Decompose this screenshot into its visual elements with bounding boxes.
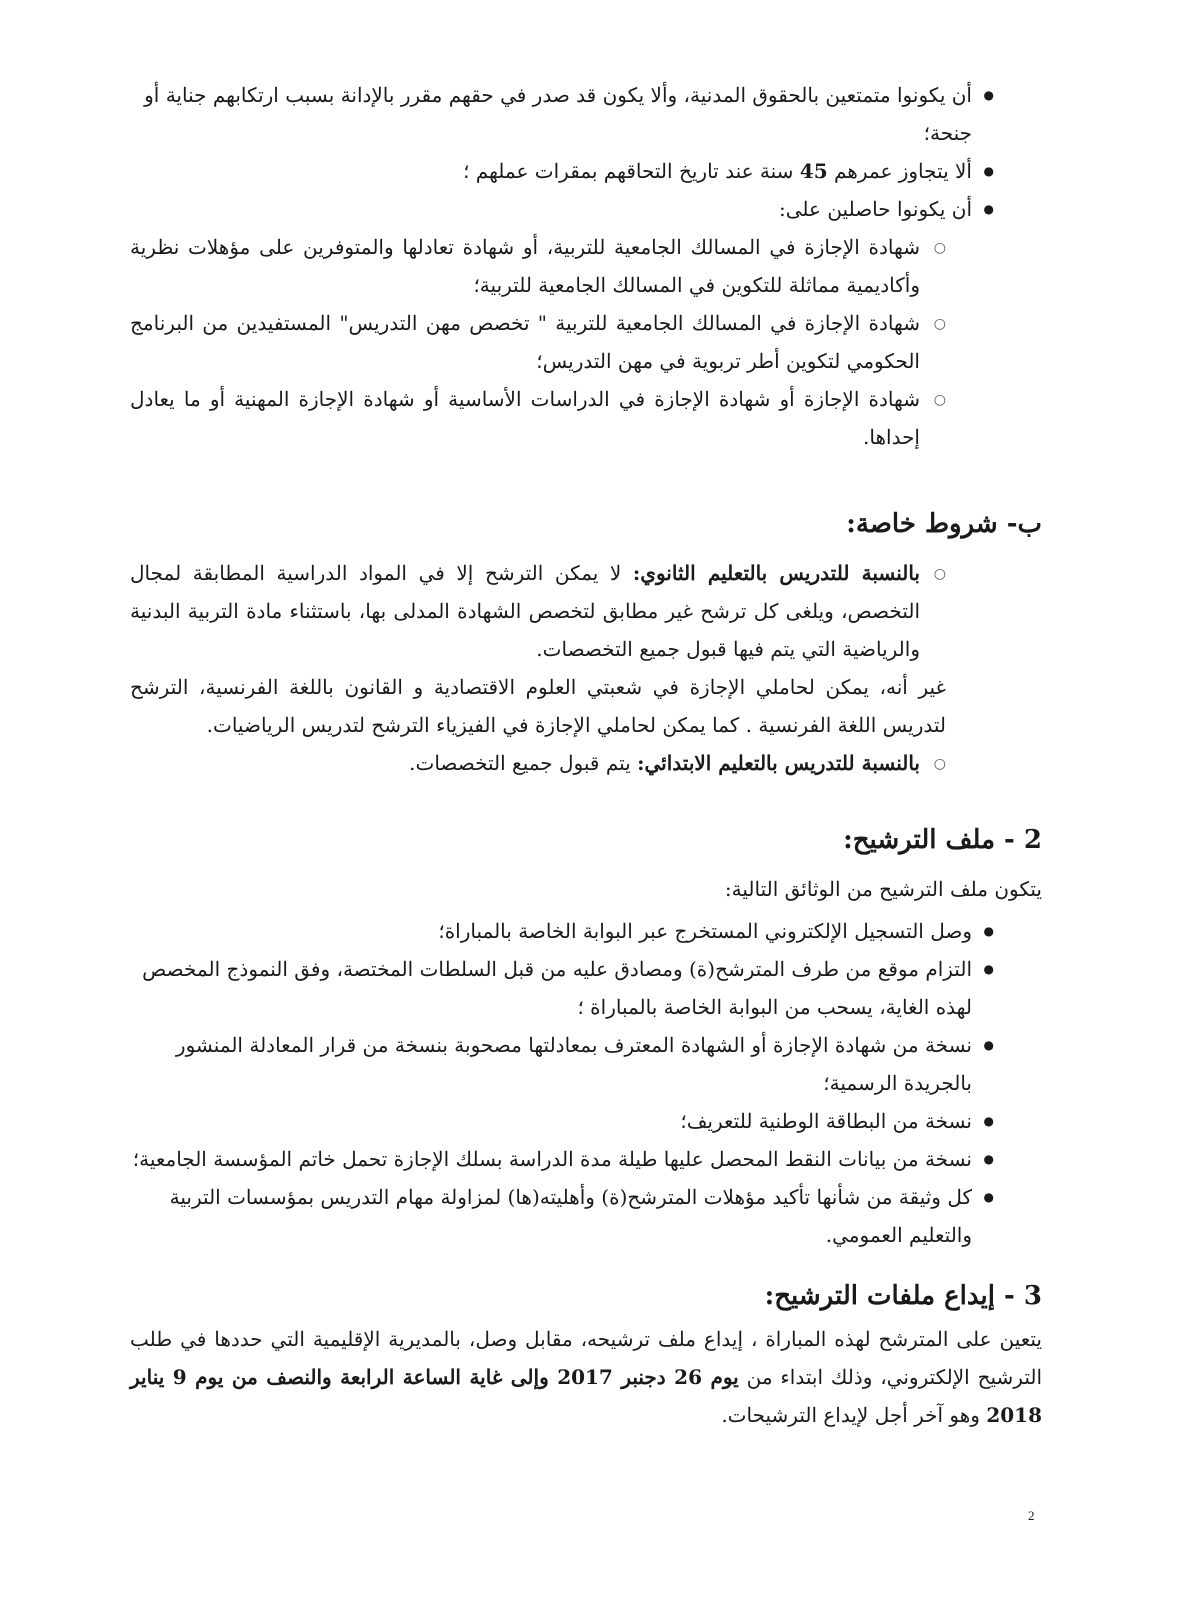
degree-option-licence: ○ شهادة الإجازة أو شهادة الإجازة في الدراسات الأساسية أو شهادة الإجازة المهنية أو ما يعادل إحداها. xyxy=(130,380,946,456)
condition-age-limit xyxy=(130,152,994,190)
primary-teaching-text: يتم قبول جميع التخصصات. xyxy=(409,751,638,775)
age-limit-value: 45 xyxy=(799,159,828,183)
submission-deadline: يوم 26 دجنبر 2017 وإلى غاية الساعة الرابعة والنصف من يوم 9 يناير 2018 xyxy=(130,1365,1042,1427)
doc-transcripts-copy: ● نسخة من بيانات النقط المحصل عليها طيلة مدة الدراسة بسلك الإجازة تحمل خاتم المؤسسة الجامعية؛ xyxy=(130,1140,994,1178)
primary-teaching-condition xyxy=(130,744,946,782)
doc-national-id-copy: ● نسخة من البطاقة الوطنية للتعريف؛ xyxy=(130,1102,994,1140)
application-file-heading: 2 - ملف الترشيح: xyxy=(843,825,1042,855)
application-file-intro: يتكون ملف الترشيح من الوثائق التالية: xyxy=(724,877,1042,901)
submission-text-start: يتعين على المترشح لهذه المباراة ، إيداع ملف ترشيحه، مقابل وصل، بالمديرية الإقليمية التي حددها في طلب الترشيح الإلكتروني، وذلك ابتداء من xyxy=(130,1327,1043,1389)
special-conditions-heading: ب- شروط خاصة: xyxy=(846,509,1042,539)
condition-degree-intro: ● أن يكونوا حاصلين على: xyxy=(130,190,994,228)
file-submission-paragraph xyxy=(130,1320,1042,1434)
secondary-teaching-exception: غير أنه، يمكن لحاملي الإجازة في شعبتي العلوم الاقتصادية و القانون باللغة الفرنسية، الترشح لتدريس اللغة الفرنسية . كما يمكن لحاملي الإجازة في الفيزياء الترشح لتدريس الرياضيات. xyxy=(130,675,946,737)
secondary-teaching-condition xyxy=(130,554,946,668)
age-text-pre: ألا يتجاوز عمرهم xyxy=(827,159,972,183)
file-submission-heading: 3 - إيداع ملفات الترشيح: xyxy=(764,1281,1042,1311)
document-page xyxy=(130,76,1042,1434)
doc-registration-receipt: ● وصل التسجيل الإلكتروني المستخرج عبر البوابة الخاصة بالمباراة؛ xyxy=(130,912,994,950)
doc-supporting-document: ● كل وثيقة من شأنها تأكيد مؤهلات المترشح(ة) وأهليته(ها) لمزاولة مهام التدريس بمؤسسات التربية والتعليم العمومي. xyxy=(130,1178,994,1254)
secondary-teaching-label: بالنسبة للتدريس بالتعليم الثانوي: xyxy=(632,561,920,585)
age-text-post: سنة عند تاريخ التحاقهم بمقرات عملهم ؛ xyxy=(463,159,800,183)
degree-option-teaching-specialty: ○ شهادة الإجازة في المسالك الجامعية للتربية " تخصص مهن التدريس" المستفيدين من البرنامج الحكومي لتكوين أطر تربوية في مهن التدريس؛ xyxy=(130,304,946,380)
doc-signed-commitment: ● التزام موقع من طرف المترشح(ة) ومصادق عليه من قبل السلطات المختصة، وفق النموذج المخصص لهذه الغاية، يسحب من البوابة الخاصة بالمباراة ؛ xyxy=(130,950,994,1026)
primary-teaching-label: بالنسبة للتدريس بالتعليم الابتدائي: xyxy=(637,751,920,775)
condition-civil-rights: ● أن يكونوا متمتعين بالحقوق المدنية، وألا يكون قد صدر في حقهم مقرر بالإدانة بسبب ارتكابهم جناية أو جنحة؛ xyxy=(130,76,994,152)
doc-degree-copy: ● نسخة من شهادة الإجازة أو الشهادة المعترف بمعادلتها مصحوبة بنسخة من قرار المعادلة المنشور بالجريدة الرسمية؛ xyxy=(130,1026,994,1102)
submission-text-end: وهو آخر أجل لإيداع الترشيحات. xyxy=(721,1403,987,1427)
page-number: 2 xyxy=(1028,1508,1035,1523)
secondary-teaching-text: لا يمكن الترشح إلا في المواد الدراسية المطابقة لمجال التخصص، ويلغى كل ترشح غير مطابق لتخصص الشهادة المدلى بها، باستثناء مادة التربية البدنية والرياضية التي يتم فيها قبول جميع التخصصات. xyxy=(130,561,920,661)
degree-option-education-tracks: ○ شهادة الإجازة في المسالك الجامعية للتربية، أو شهادة تعادلها والمتوفرين على مؤهلات نظرية وأكاديمية مماثلة للتكوين في المسالك الجامعية للتربية؛ xyxy=(130,228,946,304)
